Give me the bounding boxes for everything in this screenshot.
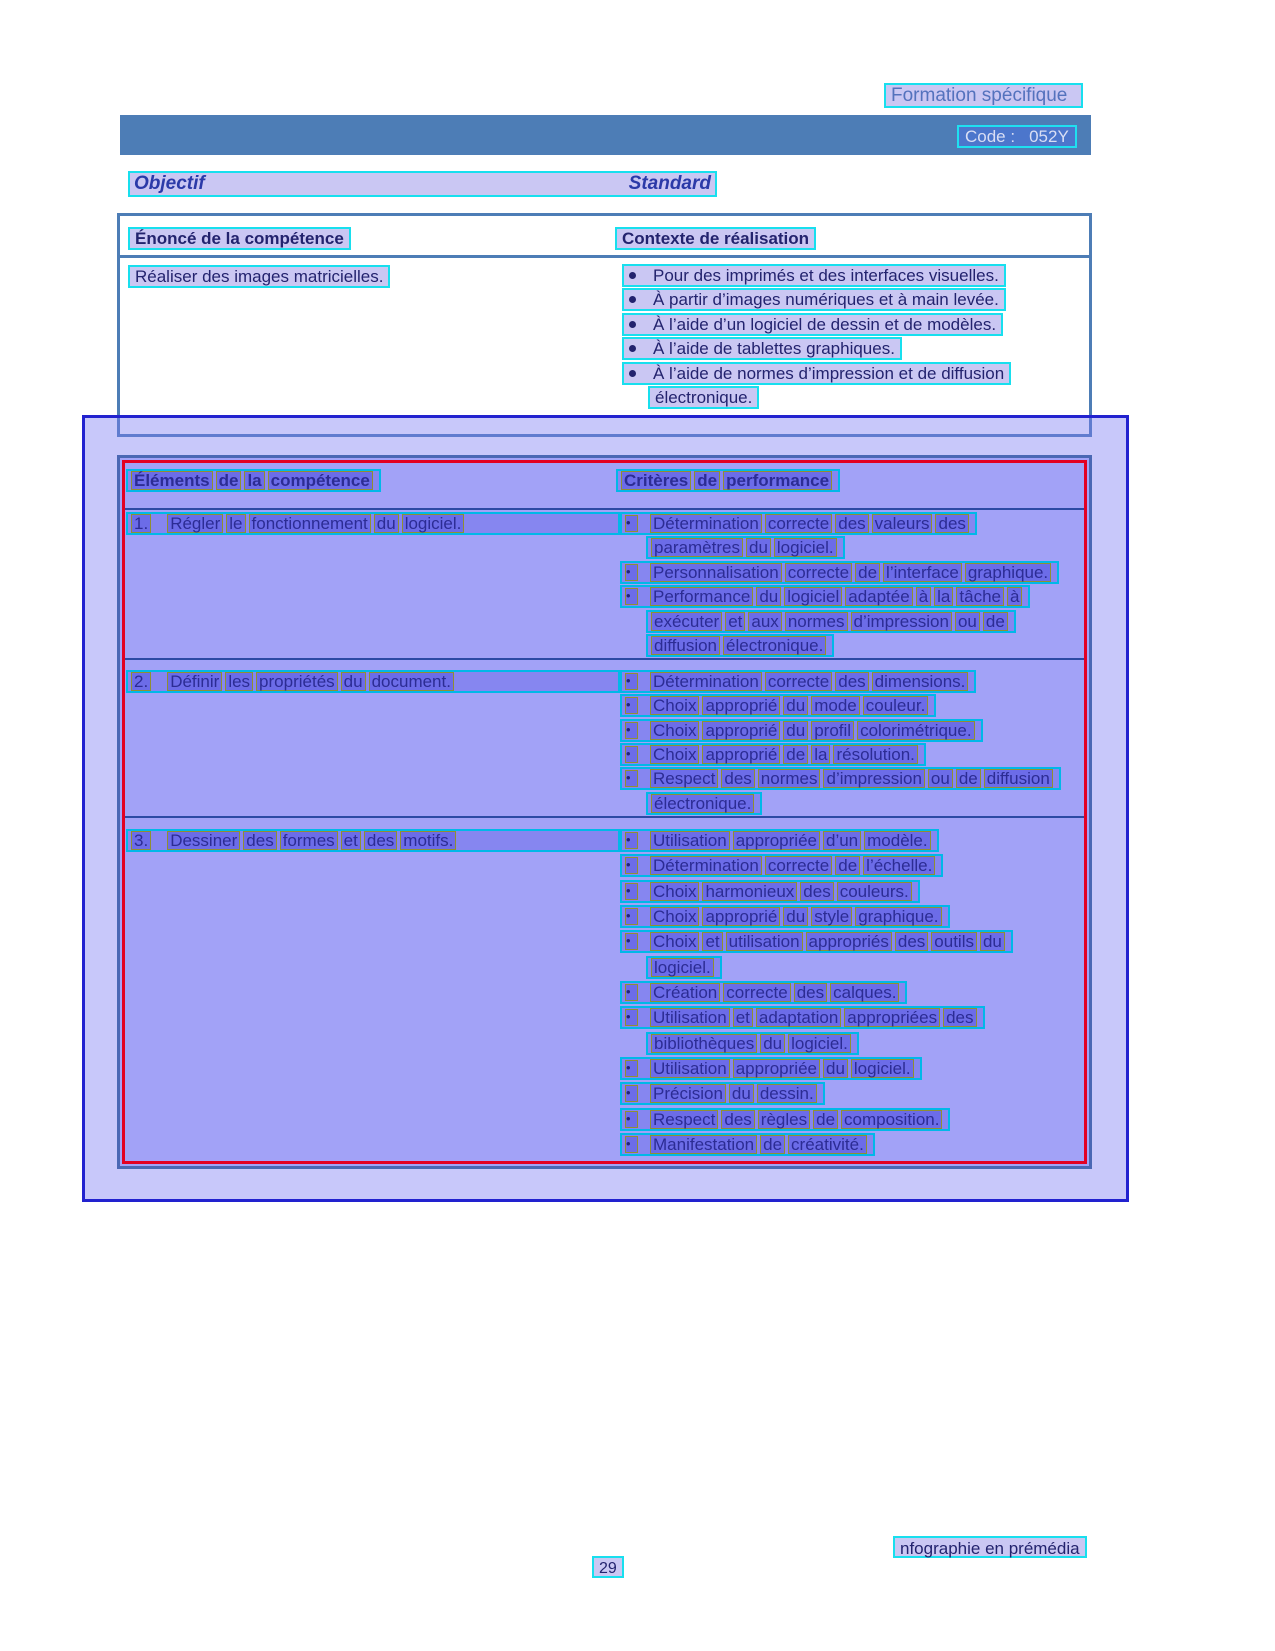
criteria-line: • Respect des normes d’impression ou de diffusion [620, 767, 1061, 790]
context-line: Pour des imprimés et des interfaces visuelles. [622, 264, 1006, 287]
criteria-line: • Choix et utilisation appropriés des outils du [620, 930, 1013, 953]
bullet-icon: • [625, 770, 638, 787]
table2-header-separator [125, 508, 1084, 510]
criteria-line-wrap: électronique. [646, 792, 762, 815]
bullet-icon: • [625, 515, 638, 532]
element-row-3: 3. Dessiner des formes et des motifs. [126, 829, 620, 852]
criteria-line: • Choix approprié de la résolution. [620, 743, 926, 766]
bullet-icon: • [625, 673, 638, 690]
table1-header-left: Énoncé de la compétence [128, 227, 351, 250]
code-box [957, 125, 1077, 148]
page-label: Formation spécifique [884, 83, 1083, 108]
criteria-line: • Choix approprié du profil colorimétrique. [620, 719, 983, 742]
standard-heading: Standard [628, 173, 711, 194]
context-line: À l’aide de tablettes graphiques. [622, 337, 902, 360]
page-number: 29 [592, 1556, 624, 1578]
criteria-line: • Utilisation appropriée d’un modèle. [620, 829, 939, 852]
criteria-line: • Choix harmonieux des couleurs. [620, 880, 920, 903]
row-separator [125, 816, 1084, 818]
competence-statement: Réaliser des images matricielles. [128, 265, 390, 288]
bullet-icon: • [625, 746, 638, 763]
code-label: Code : [965, 127, 1016, 146]
bullet-icon: • [625, 883, 638, 900]
bullet-icon: • [625, 832, 638, 849]
element-row-1: 1. Régler le fonctionnement du logiciel. [126, 512, 620, 535]
criteria-line-wrap: exécuter et aux normes d’impression ou de [646, 610, 1016, 633]
table1-header-right: Contexte de réalisation [615, 227, 816, 250]
criteria-line: • Précision du dessin. [620, 1082, 825, 1105]
criteria-line: • Respect des règles de composition. [620, 1108, 950, 1131]
bullet-icon [629, 296, 636, 303]
criteria-line-wrap: diffusion électronique. [646, 634, 834, 657]
bullet-icon: • [625, 722, 638, 739]
bullet-icon [629, 272, 636, 279]
criteria-line: • Choix approprié du mode couleur. [620, 694, 936, 717]
criteria-line: • Détermination correcte de l’échelle. [620, 854, 943, 877]
criteria-line: • Performance du logiciel adaptée à la tâche à [620, 585, 1030, 608]
criteria-line: • Création correcte des calques. [620, 981, 907, 1004]
criteria-line: • Choix approprié du style graphique. [620, 905, 950, 928]
bullet-icon: • [625, 1009, 638, 1026]
row-separator [125, 658, 1084, 660]
context-line: À l’aide d’un logiciel de dessin et de modèles. [622, 313, 1003, 336]
bullet-icon: • [625, 1111, 638, 1128]
table-elements-criteres [117, 455, 1092, 1169]
bullet-icon: • [625, 697, 638, 714]
criteria-line-wrap: bibliothèques du logiciel. [646, 1032, 859, 1055]
table2-header-right: Critères de performance [616, 469, 840, 492]
bullet-icon [629, 370, 636, 377]
bullet-icon [629, 321, 636, 328]
criteria-line-wrap: paramètres du logiciel. [646, 536, 845, 559]
context-line: À partir d’images numériques et à main levée. [622, 288, 1006, 311]
criteria-line: • Personnalisation correcte de l’interface graphique. [620, 561, 1059, 584]
footer-program-name: nfographie en prémédia [893, 1536, 1087, 1558]
context-line: À l’aide de normes d’impression et de diffusion [622, 362, 1011, 385]
criteria-line: • Utilisation et adaptation appropriées des [620, 1006, 985, 1029]
bullet-icon: • [625, 564, 638, 581]
criteria-line: • Détermination correcte des valeurs des [620, 512, 977, 535]
bullet-icon: • [625, 984, 638, 1001]
bullet-icon: • [625, 588, 638, 605]
code-value: 052Y [1029, 127, 1069, 146]
criteria-line: • Utilisation appropriée du logiciel. [620, 1057, 922, 1080]
criteria-line: • Détermination correcte des dimensions. [620, 670, 976, 693]
criteria-line: • Manifestation de créativité. [620, 1133, 875, 1156]
objectif-heading: Objectif [134, 173, 205, 194]
table1-header-separator [120, 255, 1089, 258]
section-heading-row [128, 171, 717, 197]
bullet-icon: • [625, 1136, 638, 1153]
criteria-line-wrap: logiciel. [646, 956, 722, 979]
bullet-icon [629, 345, 636, 352]
bullet-icon: • [625, 857, 638, 874]
element-row-2: 2. Définir les propriétés du document. [126, 670, 620, 693]
table2-header-left: Éléments de la compétence [126, 469, 381, 492]
context-line-wrap: électronique. [648, 386, 759, 409]
bullet-icon: • [625, 933, 638, 950]
bullet-icon: • [625, 1085, 638, 1102]
bullet-icon: • [625, 1060, 638, 1077]
header-banner [120, 115, 1091, 155]
table-competence [117, 213, 1092, 437]
bullet-icon: • [625, 908, 638, 925]
